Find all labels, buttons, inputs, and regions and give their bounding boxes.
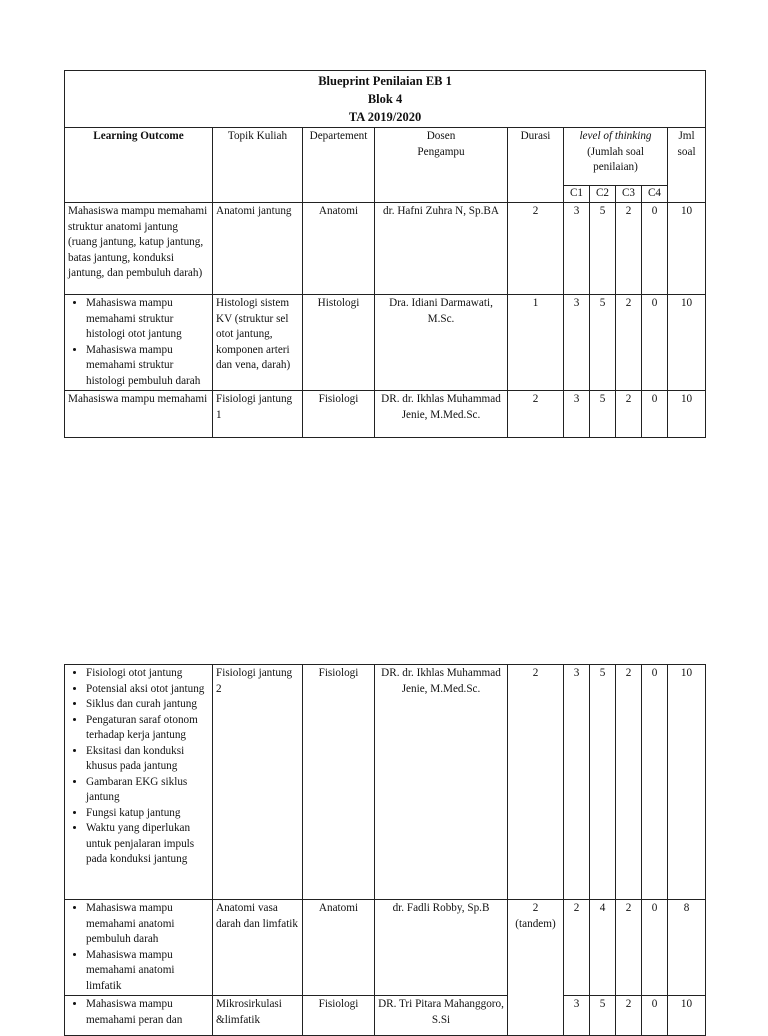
blueprint-table-page-1 [64, 70, 706, 438]
table-row [65, 996, 706, 1036]
table-row [65, 665, 706, 900]
list-item: • Mahasiswa mampu memahami struktur histologi otot jantung [86, 296, 209, 343]
list-item: • Eksitasi dan konduksi khusus pada jantung [86, 744, 209, 775]
header-learning-outcome: Learning Outcome [65, 128, 213, 203]
c1-cell: 3 [564, 203, 590, 295]
list-item: • Fisiologi otot jantung [86, 666, 209, 682]
c3-cell: 2 [616, 996, 642, 1036]
jml-cell: 8 [668, 900, 706, 996]
dosen-cell: dr. Hafni Zuhra N, Sp.BA [375, 203, 508, 295]
dept-cell: Fisiologi [303, 996, 375, 1036]
list-item: • Siklus dan curah jantung [86, 697, 209, 713]
durasi-cell: 2 [508, 665, 564, 900]
c2-cell: 5 [590, 996, 616, 1036]
dosen-cell: DR. dr. Ikhlas Muhammad Jenie, M.Med.Sc. [375, 391, 508, 438]
dosen-cell: dr. Fadli Robby, Sp.B [375, 900, 508, 996]
learning-outcome-cell: Mahasiswa mampu memahami [65, 391, 213, 438]
c3-cell: 2 [616, 665, 642, 900]
header-c3: C3 [616, 186, 642, 203]
durasi-cell: 1 [508, 295, 564, 391]
header-dosen [375, 128, 508, 203]
list-item: • Mahasiswa mampu memahami struktur histologi pembuluh darah [86, 343, 209, 390]
dosen-cell: DR. dr. Ikhlas Muhammad Jenie, M.Med.Sc. [375, 665, 508, 900]
list-item: • Pengaturan saraf otonom terhadap kerja jantung [86, 713, 209, 744]
c4-cell: 0 [642, 900, 668, 996]
durasi-cell: 2 [508, 391, 564, 438]
dept-cell: Anatomi [303, 203, 375, 295]
c3-cell: 2 [616, 295, 642, 391]
c4-cell: 0 [642, 996, 668, 1036]
c2-cell: 4 [590, 900, 616, 996]
header-c4: C4 [642, 186, 668, 203]
list-item: • Gambaran EKG siklus jantung [86, 775, 209, 806]
learning-outcome-cell [65, 295, 213, 391]
header-topik-kuliah: Topik Kuliah [213, 128, 303, 203]
header-jml-soal: Jml soal [668, 128, 706, 203]
learning-outcome-cell [65, 665, 213, 900]
learning-outcome-cell: Mahasiswa mampu memahami struktur anatomi jantung (ruang jantung, katup jantung, batas jantung, konduksi jantung, dan pembuluh darah) [65, 203, 213, 295]
jml-cell: 10 [668, 203, 706, 295]
learning-outcome-list [68, 997, 209, 1028]
table-row [65, 203, 706, 295]
dosen-cell: DR. Tri Pitara Mahanggoro, S.Si [375, 996, 508, 1036]
list-item: • Mahasiswa mampu memahami peran dan [86, 997, 209, 1028]
c1-cell: 3 [564, 996, 590, 1036]
c1-cell: 3 [564, 665, 590, 900]
c2-cell: 5 [590, 391, 616, 438]
table-row [65, 295, 706, 391]
blueprint-table-page-2 [64, 664, 706, 1036]
c1-cell: 3 [564, 295, 590, 391]
c1-cell: 3 [564, 391, 590, 438]
topik-cell: Anatomi vasa darah dan limfatik [213, 900, 303, 996]
dosen-cell: Dra. Idiani Darmawati, M.Sc. [375, 295, 508, 391]
learning-outcome-list [68, 666, 209, 868]
dept-cell: Histologi [303, 295, 375, 391]
c3-cell: 2 [616, 391, 642, 438]
learning-outcome-cell [65, 900, 213, 996]
title-line-1: Blueprint Penilaian EB 1 [318, 74, 452, 88]
list-item: • Waktu yang diperlukan untuk penjalaran impuls pada konduksi jantung [86, 821, 209, 868]
c4-cell: 0 [642, 295, 668, 391]
header-departement: Departement [303, 128, 375, 203]
c2-cell: 5 [590, 665, 616, 900]
learning-outcome-cell [65, 996, 213, 1036]
jml-cell: 10 [668, 391, 706, 438]
header-level-of-thinking [564, 128, 668, 186]
table-title [65, 71, 706, 128]
c4-cell: 0 [642, 391, 668, 438]
dept-cell: Fisiologi [303, 391, 375, 438]
header-dosen-label: Dosen Pengampu [417, 130, 465, 158]
c2-cell: 5 [590, 203, 616, 295]
jml-cell: 10 [668, 665, 706, 900]
jml-cell: 10 [668, 996, 706, 1036]
level-of-thinking-label: level of thinking [579, 130, 652, 142]
dept-cell: Anatomi [303, 900, 375, 996]
list-item: • Mahasiswa mampu memahami anatomi limfatik [86, 948, 209, 995]
topik-cell: Fisiologi jantung 1 [213, 391, 303, 438]
list-item: • Potensial aksi otot jantung [86, 682, 209, 698]
dept-cell: Fisiologi [303, 665, 375, 900]
c1-cell: 2 [564, 900, 590, 996]
durasi-tandem: 2 (tandem) [515, 902, 556, 930]
durasi-cell: 2 [508, 203, 564, 295]
topik-cell: Histologi sistem KV (struktur sel otot jantung, komponen arteri dan vena, darah) [213, 295, 303, 391]
durasi-cell [508, 900, 564, 1036]
topik-cell: Mikrosirkulasi &limfatik [213, 996, 303, 1036]
header-c2: C2 [590, 186, 616, 203]
c4-cell: 0 [642, 665, 668, 900]
list-item: • Mahasiswa mampu memahami anatomi pembuluh darah [86, 901, 209, 948]
topik-cell: Fisiologi jantung 2 [213, 665, 303, 900]
header-c1: C1 [564, 186, 590, 203]
header-durasi: Durasi [508, 128, 564, 203]
title-line-3: TA 2019/2020 [348, 110, 422, 124]
table-row [65, 900, 706, 996]
level-of-thinking-sub: (Jumlah soal penilaian) [587, 145, 644, 173]
c3-cell: 2 [616, 900, 642, 996]
learning-outcome-list [68, 901, 209, 994]
c3-cell: 2 [616, 203, 642, 295]
c4-cell: 0 [642, 203, 668, 295]
table-row [65, 391, 706, 438]
jml-cell: 10 [668, 295, 706, 391]
topik-cell: Anatomi jantung [213, 203, 303, 295]
learning-outcome-list [68, 296, 209, 389]
list-item: • Fungsi katup jantung [86, 806, 209, 822]
title-line-2: Blok 4 [367, 92, 403, 106]
c2-cell: 5 [590, 295, 616, 391]
